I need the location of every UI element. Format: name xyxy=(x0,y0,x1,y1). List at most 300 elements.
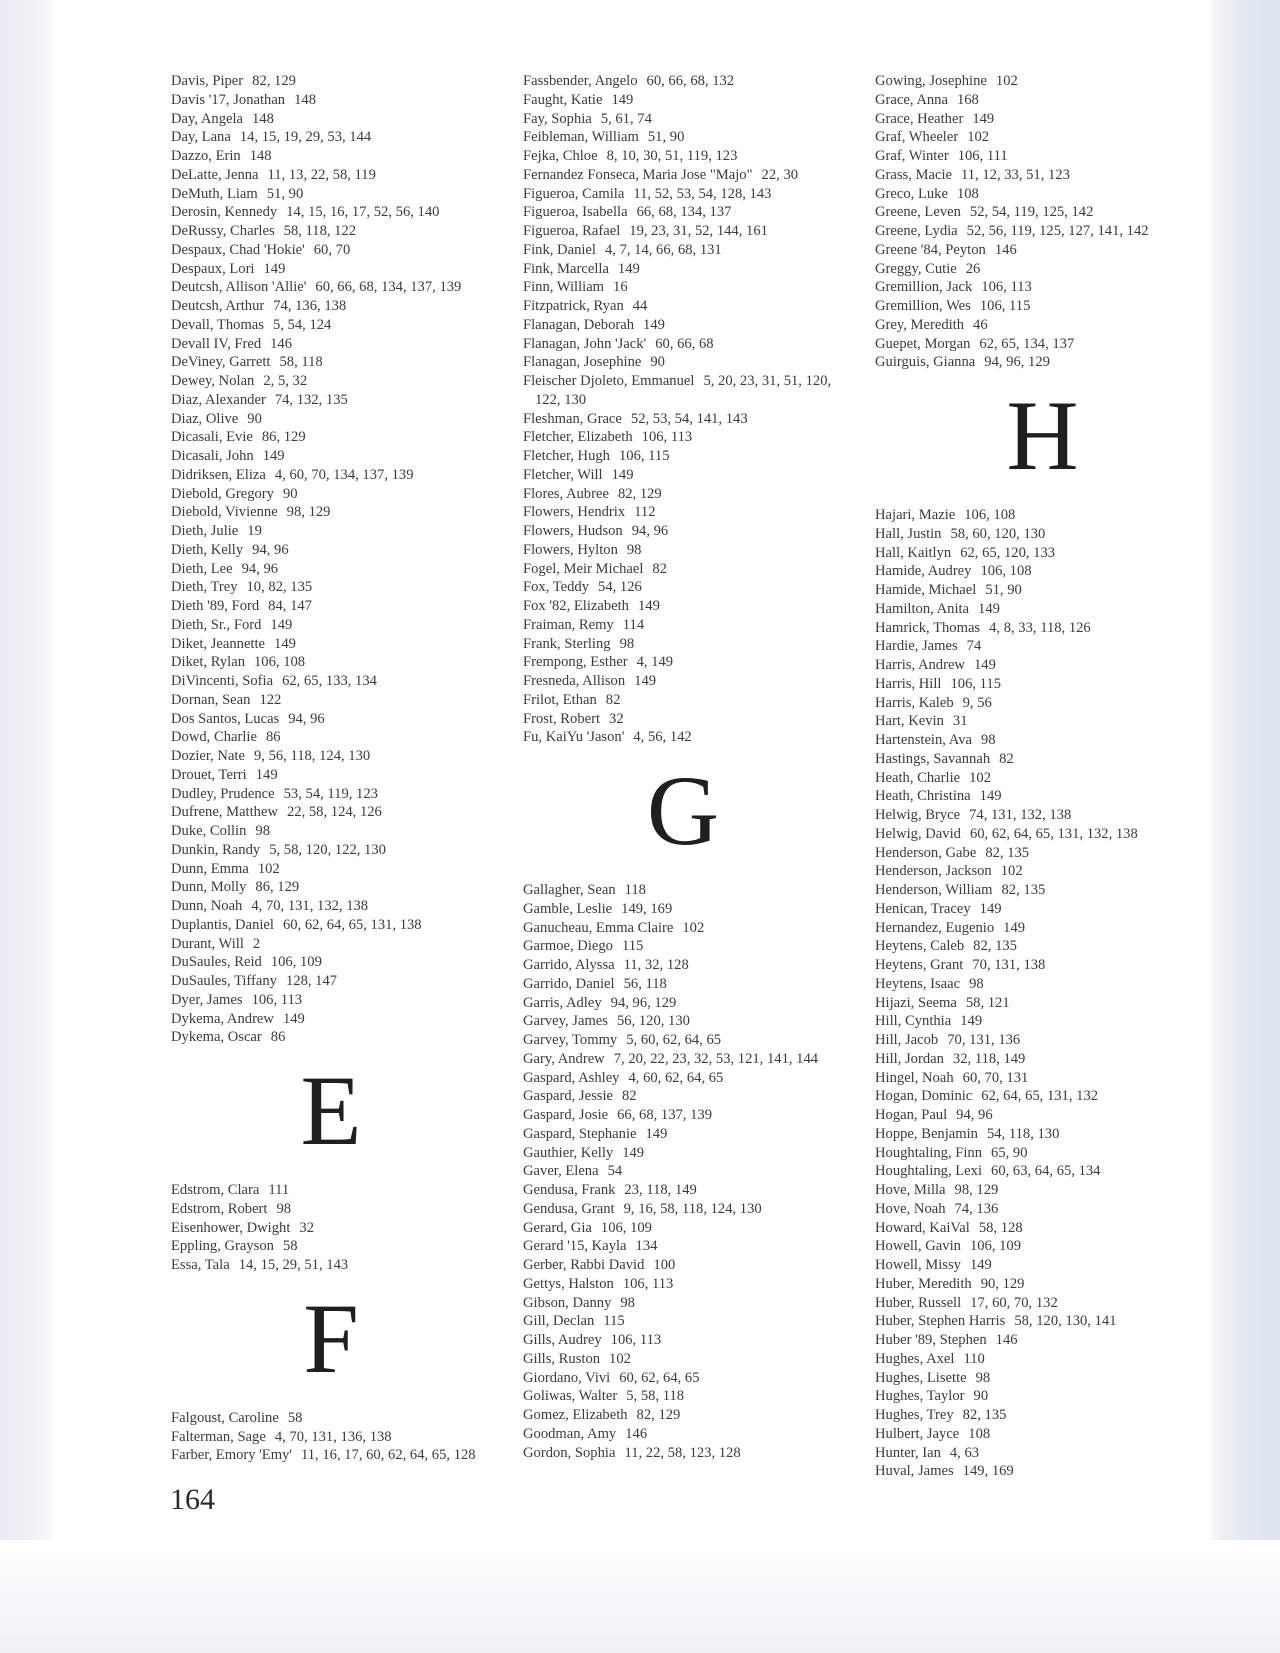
index-entry xyxy=(875,637,1210,656)
page-bottom-shadow xyxy=(0,1540,1280,1653)
index-entry xyxy=(875,1237,1210,1256)
entry-pages: 4, 60, 62, 64, 65 xyxy=(628,1069,724,1086)
entry-name: Flanagan, John 'Jack' xyxy=(523,335,647,352)
entry-pages: 11, 12, 33, 51, 123 xyxy=(961,166,1070,183)
index-entry xyxy=(875,694,1210,713)
index-entry xyxy=(523,166,843,185)
entry-name: Hartenstein, Ava xyxy=(875,732,972,748)
entry-pages: 149 xyxy=(969,1257,992,1273)
entry-pages: 11, 52, 53, 54, 128, 143 xyxy=(633,185,772,202)
index-entry xyxy=(875,1144,1210,1163)
index-entry xyxy=(523,466,843,485)
entry-pages: 54, 118, 130 xyxy=(986,1125,1060,1142)
entry-name: Edstrom, Robert xyxy=(171,1200,268,1217)
entry-name: DeMuth, Liam xyxy=(171,185,258,202)
index-entry xyxy=(523,91,843,110)
index-entry xyxy=(171,522,491,541)
entry-name: Hogan, Paul xyxy=(875,1107,948,1123)
entry-name: Fletcher, Will xyxy=(523,466,603,483)
entry-pages: 106, 108 xyxy=(964,507,1016,523)
entry-name: DeRussy, Charles xyxy=(171,223,275,239)
entry-pages: 14, 15, 19, 29, 53, 144 xyxy=(239,129,372,146)
index-entry xyxy=(523,1387,843,1406)
index-entry xyxy=(875,222,1210,241)
entry-name: Devall IV, Fred xyxy=(171,335,262,352)
entry-pages: 90 xyxy=(247,410,262,427)
index-entry xyxy=(171,503,491,522)
entry-name: Dozier, Nate xyxy=(171,748,245,764)
entry-name: Hughes, Taylor xyxy=(875,1388,965,1405)
entry-pages: 149 xyxy=(637,598,660,614)
entry-name: Houghtaling, Lexi xyxy=(875,1163,983,1180)
entry-name: Gerber, Rabbi David xyxy=(523,1257,645,1273)
entry-pages: 94, 96 xyxy=(288,710,325,727)
entry-pages: 94, 96 xyxy=(252,541,289,558)
index-entry xyxy=(523,975,843,994)
index-entry xyxy=(875,260,1210,279)
page-left-shadow xyxy=(0,0,52,1653)
entry-name: DuSaules, Reid xyxy=(171,954,262,971)
index-entry xyxy=(875,1312,1210,1331)
entry-name: Heytens, Isaac xyxy=(875,975,961,992)
entry-pages: 52, 53, 54, 141, 143 xyxy=(630,410,748,427)
entry-name: Gauthier, Kelly xyxy=(523,1144,614,1161)
entry-name: Hall, Justin xyxy=(875,525,942,542)
entry-pages: 52, 56, 119, 125, 127, 141, 142 xyxy=(966,223,1149,239)
entry-name: Fox '82, Elizabeth xyxy=(523,598,629,614)
entry-name: Fitzpatrick, Ryan xyxy=(523,298,624,314)
index-entry xyxy=(171,785,491,804)
index-entry xyxy=(523,353,843,372)
index-entry xyxy=(875,787,1210,806)
index-entry xyxy=(523,1331,843,1350)
index-entry xyxy=(875,353,1210,372)
entry-pages: 94, 96 xyxy=(631,523,669,539)
entry-name: Dieth, Lee xyxy=(171,560,233,577)
entry-pages: 9, 56, 118, 124, 130 xyxy=(253,748,371,764)
entry-name: Heytens, Caleb xyxy=(875,938,965,955)
entry-pages: 98 xyxy=(975,1369,991,1386)
entry-pages: 11, 32, 128 xyxy=(623,957,689,973)
index-entry xyxy=(875,241,1210,260)
index-entry xyxy=(523,956,843,975)
index-entry xyxy=(523,900,843,919)
index-entry xyxy=(523,881,843,900)
index-entry xyxy=(171,1219,491,1238)
index-entry xyxy=(171,728,491,747)
entry-name: Dos Santos, Lucas xyxy=(171,710,280,727)
index-entry xyxy=(171,203,491,222)
index-entry xyxy=(171,860,491,879)
entry-pages: 60, 66, 68 xyxy=(655,335,714,352)
index-entry xyxy=(875,656,1210,675)
entry-name: Edstrom, Clara xyxy=(171,1182,260,1198)
entry-pages: 149 xyxy=(978,600,1000,617)
entry-name: Guepet, Morgan xyxy=(875,335,971,352)
index-entry xyxy=(875,769,1210,788)
entry-name: Hill, Cynthia xyxy=(875,1013,952,1030)
entry-pages: 94, 96, 129 xyxy=(984,354,1050,371)
entry-name: Duke, Collin xyxy=(171,823,247,839)
index-entry xyxy=(523,1031,843,1050)
section-letter-g: G xyxy=(646,755,720,866)
index-entry xyxy=(875,128,1210,147)
index-entry xyxy=(523,541,843,560)
index-entry xyxy=(523,1125,843,1144)
entry-pages: 53, 54, 119, 123 xyxy=(283,785,378,802)
entry-name: Dieth, Julie xyxy=(171,523,239,539)
entry-name: Harris, Kaleb xyxy=(875,694,954,711)
entry-name: Diaz, Olive xyxy=(171,410,239,427)
index-entry xyxy=(523,522,843,541)
entry-name: Durant, Will xyxy=(171,935,244,952)
entry-pages: 82 xyxy=(605,691,621,708)
entry-pages: 66, 68, 134, 137 xyxy=(636,204,732,221)
entry-pages: 98 xyxy=(969,975,984,992)
entry-pages: 106, 115 xyxy=(979,298,1031,314)
entry-pages: 74, 136 xyxy=(954,1200,999,1217)
entry-pages: 106, 108 xyxy=(254,654,306,671)
index-entry xyxy=(171,1256,491,1275)
index-entry xyxy=(171,822,491,841)
entry-name: Flowers, Hylton xyxy=(523,541,618,558)
entry-name: Graf, Winter xyxy=(875,148,949,164)
entry-pages: 106, 109 xyxy=(600,1219,652,1236)
entry-pages: 74, 136, 138 xyxy=(273,298,347,314)
entry-name: Huber, Russell xyxy=(875,1294,962,1311)
index-entry xyxy=(171,1428,491,1447)
entry-name: Fresneda, Allison xyxy=(523,673,626,689)
index-entry xyxy=(523,278,843,297)
entry-pages: 84, 147 xyxy=(268,598,312,614)
index-entry xyxy=(875,1369,1210,1388)
entry-pages: 82 xyxy=(999,750,1014,767)
entry-name: DeViney, Garrett xyxy=(171,354,271,371)
entry-name: Helwig, Bryce xyxy=(875,807,961,823)
entry-name: Dudley, Prudence xyxy=(171,785,275,802)
index-entry xyxy=(523,1181,843,1200)
index-entry xyxy=(171,1181,491,1200)
index-entry xyxy=(171,1010,491,1029)
index-entry xyxy=(171,803,491,822)
entry-pages: 60, 62, 64, 65, 131, 132, 138 xyxy=(969,825,1138,842)
entry-pages: 98, 129 xyxy=(954,1182,999,1198)
index-entry xyxy=(523,919,843,938)
entry-pages: 106, 111 xyxy=(957,148,1008,164)
entry-pages: 58, 121 xyxy=(965,994,1010,1011)
index-entry xyxy=(875,1256,1210,1275)
index-entry xyxy=(523,710,843,729)
entry-name: Grey, Meredith xyxy=(875,316,965,333)
entry-name: Fleischer Djoleto, Emmanuel xyxy=(523,373,695,389)
entry-name: Fraiman, Remy xyxy=(523,616,614,633)
index-entry xyxy=(875,525,1210,544)
entry-pages: 5, 61, 74 xyxy=(600,110,652,127)
entry-name: Giordano, Vivi xyxy=(523,1369,611,1386)
index-entry xyxy=(523,1106,843,1125)
index-entry xyxy=(875,316,1210,335)
entry-pages: 149 xyxy=(1003,919,1026,936)
index-entry xyxy=(875,1331,1210,1350)
entry-name: Devall, Thomas xyxy=(171,316,264,333)
index-entry xyxy=(523,691,843,710)
entry-pages: 11, 22, 58, 123, 128 xyxy=(624,1444,741,1461)
entry-name: Eisenhower, Dwight xyxy=(171,1219,291,1236)
entry-pages: 19 xyxy=(247,523,262,539)
index-entry xyxy=(171,560,491,579)
index-entry xyxy=(875,844,1210,863)
index-entry xyxy=(875,937,1210,956)
index-entry xyxy=(171,691,491,710)
index-entry xyxy=(523,653,843,672)
index-entry xyxy=(523,1069,843,1088)
index-entry xyxy=(171,485,491,504)
index-entry xyxy=(171,372,491,391)
entry-pages: 86, 129 xyxy=(261,429,306,446)
entry-pages: 60, 66, 68, 132 xyxy=(646,73,735,89)
index-entry xyxy=(875,919,1210,938)
index-entry xyxy=(523,728,843,747)
index-entry xyxy=(171,391,491,410)
entry-pages: 82, 129 xyxy=(636,1407,681,1423)
entry-name: Dieth, Kelly xyxy=(171,541,244,558)
index-entry xyxy=(875,1125,1210,1144)
index-entry xyxy=(875,600,1210,619)
index-entry xyxy=(171,72,491,91)
entry-pages: 106, 113 xyxy=(641,429,693,446)
index-entry xyxy=(523,1162,843,1181)
entry-name: Hart, Kevin xyxy=(875,713,944,730)
entry-pages: 4, 8, 33, 118, 126 xyxy=(989,619,1091,636)
index-entry xyxy=(875,1050,1210,1069)
entry-name: Fletcher, Hugh xyxy=(523,448,610,464)
entry-pages: 82, 135 xyxy=(973,938,1017,955)
entry-name: Heath, Charlie xyxy=(875,769,961,786)
entry-pages: 62, 65, 120, 133 xyxy=(960,544,1056,561)
page-right-shadow xyxy=(1212,0,1280,1653)
index-entry xyxy=(171,128,491,147)
entry-pages: 9, 16, 58, 118, 124, 130 xyxy=(623,1200,762,1217)
index-column-3 xyxy=(875,72,1210,1481)
entry-name: Hardie, James xyxy=(875,638,958,655)
index-entry xyxy=(171,222,491,241)
entry-name: Feibleman, William xyxy=(523,129,639,146)
entry-name: Heytens, Grant xyxy=(875,957,964,973)
entry-pages: 82 xyxy=(652,560,667,577)
entry-pages: 7, 20, 22, 23, 32, 53, 121, 141, 144 xyxy=(613,1050,819,1067)
entry-name: Hunter, Ian xyxy=(875,1444,941,1461)
index-entry xyxy=(523,297,843,316)
index-entry xyxy=(523,994,843,1013)
entry-name: Gendusa, Frank xyxy=(523,1182,616,1198)
entry-pages: 115 xyxy=(621,938,644,955)
entry-pages: 19, 23, 31, 52, 144, 161 xyxy=(629,223,768,239)
entry-name: Diket, Jeannette xyxy=(171,635,266,652)
index-entry xyxy=(171,410,491,429)
index-entry xyxy=(875,731,1210,750)
entry-name: DeLatte, Jenna xyxy=(171,166,259,183)
entry-pages: 100 xyxy=(653,1257,676,1273)
entry-name: Hughes, Lisette xyxy=(875,1369,967,1386)
entry-name: Grace, Heather xyxy=(875,110,964,127)
entry-pages: 60, 70, 131 xyxy=(962,1069,1029,1086)
entry-name: Gaspard, Jessie xyxy=(523,1088,613,1105)
index-entry xyxy=(875,1106,1210,1125)
entry-pages: 146 xyxy=(625,1425,648,1442)
entry-pages: 14, 15, 29, 51, 143 xyxy=(238,1257,349,1273)
index-entry xyxy=(171,466,491,485)
entry-name: Frost, Robert xyxy=(523,710,601,727)
index-entry xyxy=(171,297,491,316)
entry-name: Duplantis, Daniel xyxy=(171,916,274,933)
index-entry xyxy=(171,766,491,785)
index-entry xyxy=(171,635,491,654)
entry-pages: 65, 90 xyxy=(991,1144,1028,1161)
entry-pages: 102 xyxy=(682,919,705,936)
entry-name: Deutcsh, Arthur xyxy=(171,298,265,314)
index-entry xyxy=(523,222,843,241)
entry-pages: 4, 70, 131, 136, 138 xyxy=(274,1428,392,1445)
index-entry xyxy=(875,166,1210,185)
entry-pages: 115 xyxy=(603,1313,625,1330)
entry-pages: 106, 113 xyxy=(981,279,1032,296)
entry-name: Gaspard, Ashley xyxy=(523,1069,620,1086)
entry-name: Flanagan, Deborah xyxy=(523,316,635,333)
entry-pages: 108 xyxy=(968,1425,991,1442)
entry-pages: 5, 58, 120, 122, 130 xyxy=(269,841,386,858)
entry-name: Fejka, Chloe xyxy=(523,148,598,164)
index-entry xyxy=(875,1350,1210,1369)
entry-name: Grace, Anna xyxy=(875,91,948,108)
entry-name: Howell, Gavin xyxy=(875,1238,961,1255)
entry-pages: 51, 90 xyxy=(985,582,1022,598)
entry-pages: 90 xyxy=(282,485,298,502)
index-entry xyxy=(171,110,491,129)
entry-pages: 56, 120, 130 xyxy=(616,1013,690,1030)
entry-name: Huber, Meredith xyxy=(875,1275,972,1292)
entry-pages: 98 xyxy=(619,635,635,652)
index-entry xyxy=(523,1050,843,1069)
entry-name: Garrido, Daniel xyxy=(523,975,615,992)
index-entry xyxy=(523,1369,843,1388)
entry-pages: 5, 58, 118 xyxy=(626,1388,685,1405)
index-entry xyxy=(171,541,491,560)
entry-name: Hove, Noah xyxy=(875,1200,946,1217)
entry-name: Hamide, Michael xyxy=(875,582,977,598)
entry-name: Fay, Sophia xyxy=(523,110,592,127)
entry-name: Greene, Lydia xyxy=(875,223,958,239)
entry-name: Fogel, Meir Michael xyxy=(523,560,644,577)
section-letter-f: F xyxy=(303,1282,359,1394)
entry-pages: 26 xyxy=(965,260,981,277)
index-entry xyxy=(523,578,843,597)
index-entry xyxy=(523,1219,843,1238)
entry-pages: 51, 90 xyxy=(647,129,685,146)
entry-pages: 51, 90 xyxy=(266,185,304,202)
index-entry xyxy=(523,110,843,129)
entry-name: Fink, Daniel xyxy=(523,241,596,258)
entry-pages: 8, 10, 30, 51, 119, 123 xyxy=(606,148,738,164)
index-entry xyxy=(523,1406,843,1425)
index-entry xyxy=(171,991,491,1010)
entry-name: Faught, Katie xyxy=(523,91,603,108)
entry-pages: 4, 7, 14, 66, 68, 131 xyxy=(604,241,722,258)
entry-name: Drouet, Terri xyxy=(171,766,247,783)
entry-name: Day, Lana xyxy=(171,129,231,146)
section-letter-e: E xyxy=(300,1055,362,1166)
index-entry xyxy=(875,1406,1210,1425)
index-entry xyxy=(875,1387,1210,1406)
entry-name: Fink, Marcella xyxy=(523,260,609,277)
entry-name: Fletcher, Elizabeth xyxy=(523,429,633,446)
index-entry xyxy=(171,597,491,616)
entry-name: Finn, William xyxy=(523,279,605,296)
entry-pages: 31 xyxy=(952,713,968,730)
entry-name: Garmoe, Diego xyxy=(523,938,613,955)
index-entry xyxy=(875,675,1210,694)
page-number: 164 xyxy=(170,1483,215,1516)
index-entry xyxy=(875,862,1210,881)
entry-name: Hajari, Mazie xyxy=(875,507,956,523)
entry-name: Garrido, Alyssa xyxy=(523,957,615,973)
entry-pages: 56, 118 xyxy=(623,975,667,992)
entry-pages: 148 xyxy=(249,148,272,164)
entry-pages: 70, 131, 136 xyxy=(947,1032,1021,1048)
entry-pages: 149 xyxy=(270,616,293,633)
index-entry xyxy=(171,747,491,766)
index-entry xyxy=(171,653,491,672)
index-entry xyxy=(875,506,1210,525)
index-entry xyxy=(171,241,491,260)
entry-pages: 149 xyxy=(972,110,995,127)
entry-pages: 82, 129 xyxy=(617,485,662,502)
entry-pages: 102 xyxy=(1000,863,1023,880)
index-entry xyxy=(875,1425,1210,1444)
index-entry xyxy=(523,1350,843,1369)
entry-name: Hove, Milla xyxy=(875,1182,946,1198)
entry-name: Day, Angela xyxy=(171,110,243,127)
entry-pages: 149 xyxy=(611,466,634,483)
index-entry xyxy=(523,485,843,504)
index-entry xyxy=(171,935,491,954)
index-entry xyxy=(523,241,843,260)
index-entry xyxy=(875,975,1210,994)
entry-name: Dicasali, Evie xyxy=(171,429,253,446)
index-entry xyxy=(875,1294,1210,1313)
entry-name: Gremillion, Jack xyxy=(875,279,973,296)
entry-name: Garvey, Tommy xyxy=(523,1032,618,1048)
entry-pages: 5, 60, 62, 64, 65 xyxy=(626,1032,722,1048)
entry-pages: 149 xyxy=(645,1125,668,1142)
index-entry xyxy=(523,1425,843,1444)
entry-name: Gills, Ruston xyxy=(523,1350,601,1367)
entry-name: Fox, Teddy xyxy=(523,579,590,596)
entry-name: Dicasali, John xyxy=(171,448,254,464)
entry-pages: 148 xyxy=(252,110,274,127)
entry-pages: 149 xyxy=(617,260,640,277)
index-entry xyxy=(171,616,491,635)
entry-name: Dornan, Sean xyxy=(171,691,251,708)
entry-pages: 86 xyxy=(265,729,281,746)
entry-name: Hill, Jacob xyxy=(875,1032,939,1048)
index-entry xyxy=(171,353,491,372)
entry-pages: 102 xyxy=(995,73,1018,89)
entry-name: Falgoust, Caroline xyxy=(171,1409,279,1426)
entry-name: Gamble, Leslie xyxy=(523,900,613,917)
index-entry xyxy=(523,335,843,354)
index-entry xyxy=(523,616,843,635)
entry-name: Hijazi, Seema xyxy=(875,994,957,1011)
